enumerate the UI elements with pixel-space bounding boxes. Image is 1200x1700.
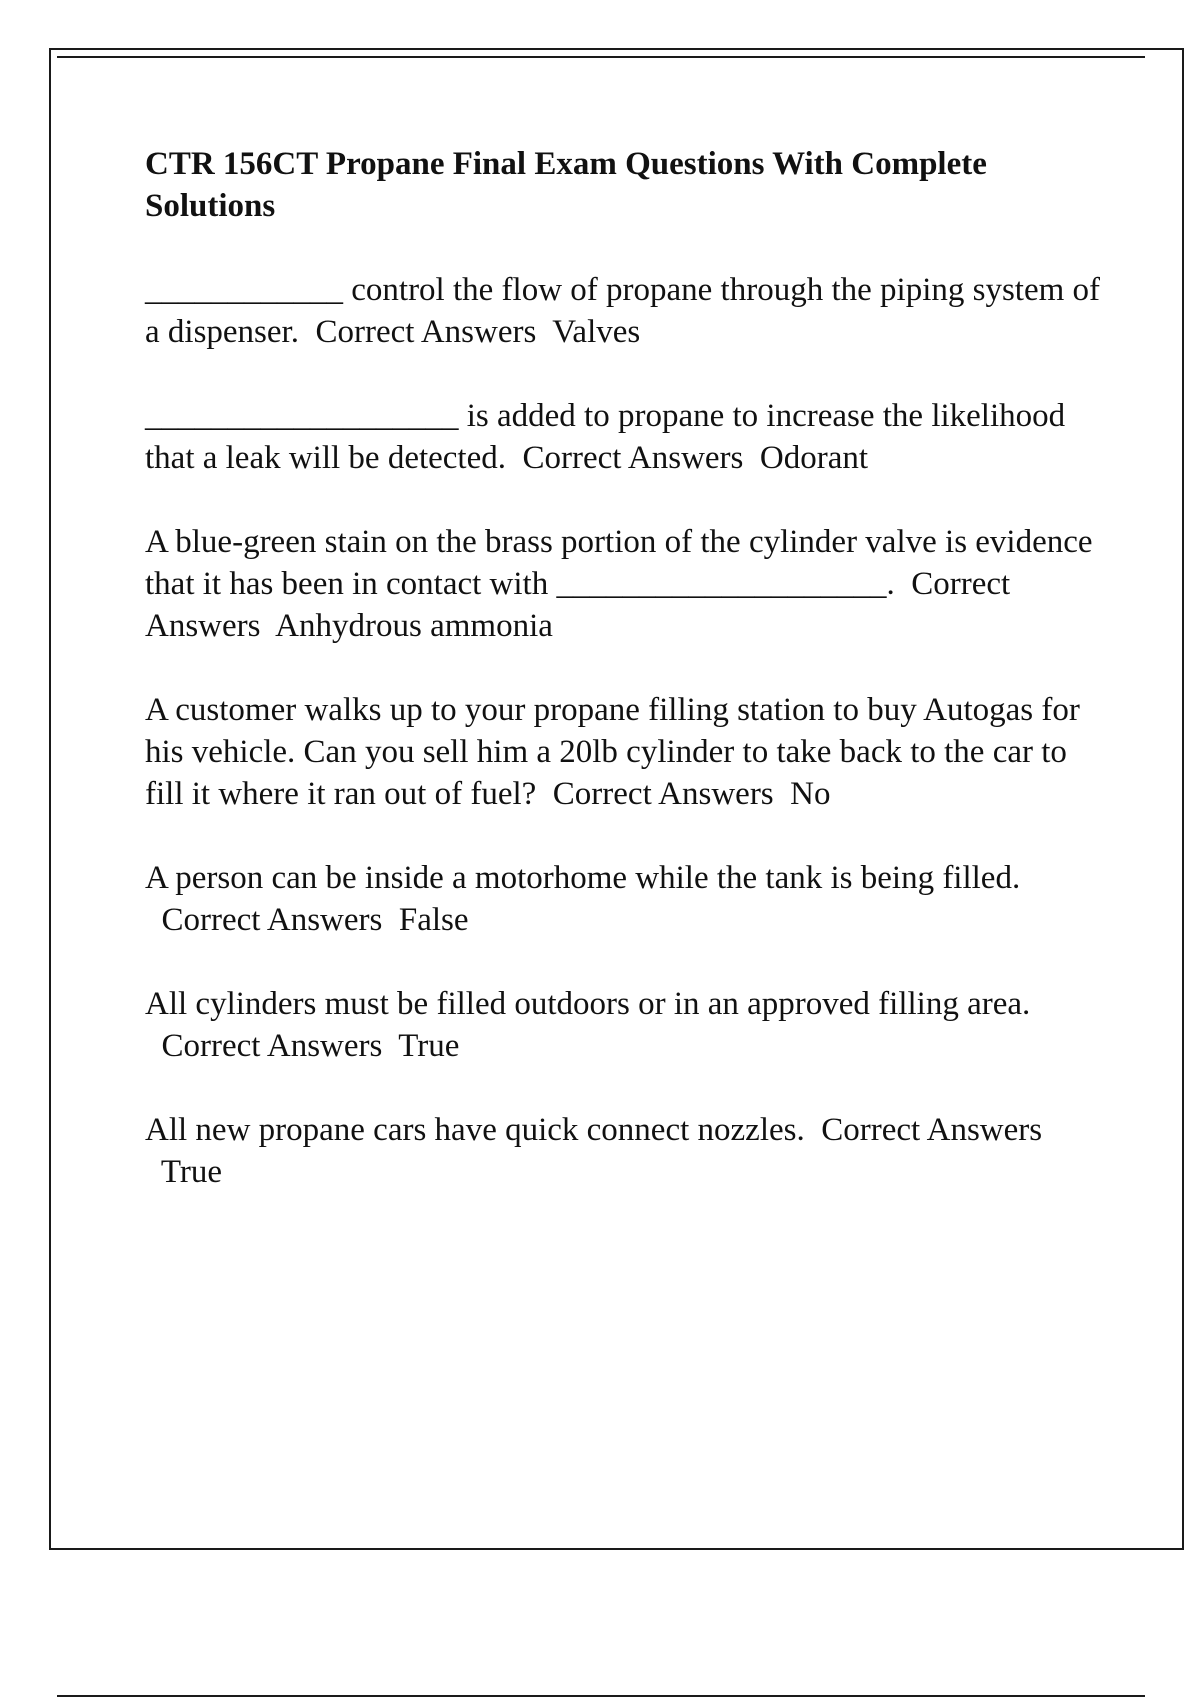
answer-prefix: Correct Answers: [315, 314, 537, 350]
qa-item: [145, 857, 1105, 941]
question-text: ____________ control the flow of propane through the piping system of a dispenser.: [145, 272, 1101, 350]
document-body: [145, 143, 1105, 1235]
question-text: All new propane cars have quick connect nozzles.: [145, 1112, 805, 1148]
answer-text: No: [790, 776, 831, 812]
answer-text: Anhydrous ammonia: [275, 608, 553, 644]
answer-prefix: Correct Answers: [161, 902, 383, 938]
answer-text: False: [398, 902, 469, 938]
qa-item: [145, 1109, 1105, 1193]
answer-prefix: Correct Answers: [145, 566, 1011, 644]
answer-prefix: Correct Answers: [821, 1112, 1043, 1148]
answer-text: True: [160, 1154, 223, 1190]
answer-prefix: Correct Answers: [522, 440, 744, 476]
question-text: ___________________ is added to propane to increase the likelihood that a leak will be detected.: [145, 398, 1066, 476]
qa-item: [145, 689, 1105, 815]
question-text: A person can be inside a motorhome while the tank is being filled.: [145, 860, 1021, 896]
header-rule: [57, 56, 1145, 58]
qa-item: [145, 983, 1105, 1067]
question-text: All cylinders must be filled outdoors or in an approved filling area.: [145, 986, 1031, 1022]
answer-prefix: Correct Answers: [552, 776, 774, 812]
question-text: A blue-green stain on the brass portion of the cylinder valve is evidence that it has been in contact with ____________________.: [145, 524, 1093, 602]
question-text: A customer walks up to your propane filling station to buy Autogas for his vehicle. Can you sell him a 20lb cylinder to take back to the car to fill it where it ran out of fuel?: [145, 692, 1080, 812]
qa-item: [145, 395, 1105, 479]
qa-item: [145, 269, 1105, 353]
answer-prefix: Correct Answers: [161, 1028, 383, 1064]
answer-text: True: [398, 1028, 460, 1064]
document-title: CTR 156CT Propane Final Exam Questions With Complete Solutions: [145, 146, 987, 224]
answer-text: Odorant: [759, 440, 869, 476]
footer-rule: [57, 1695, 1145, 1697]
answer-text: Valves: [552, 314, 641, 350]
qa-item: [145, 521, 1105, 647]
